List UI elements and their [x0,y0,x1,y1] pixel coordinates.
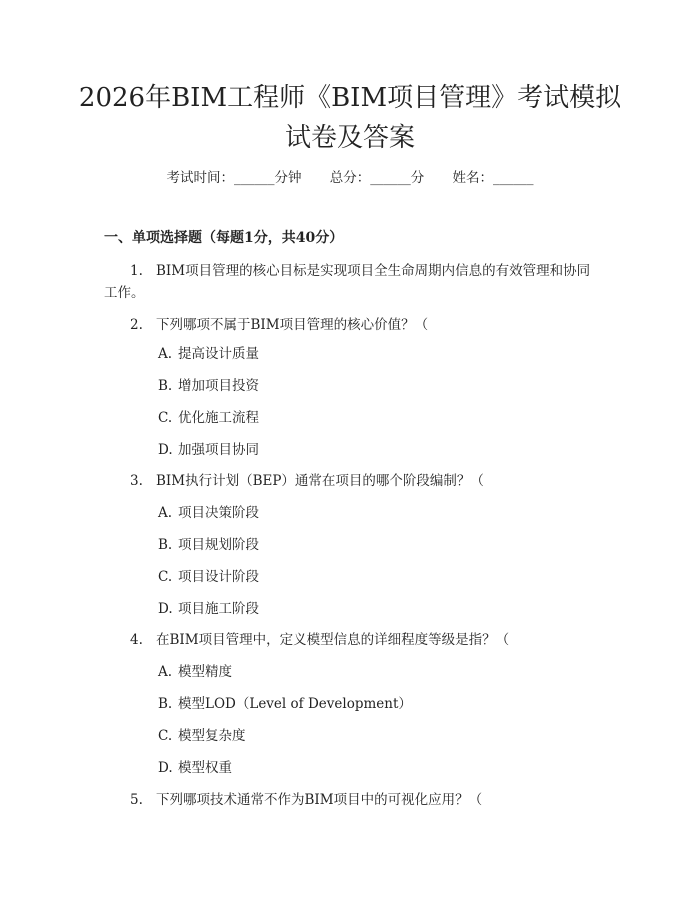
question-4 [104,629,596,651]
option-letter: A. [158,346,173,362]
option-3a [158,503,259,523]
question-5 [104,789,596,811]
question-number: 5. [130,792,143,808]
option-text: 项目决策阶段 [178,505,259,521]
option-letter: B. [158,378,173,394]
question-text: 在BIM项目管理中，定义模型信息的详细程度等级是指？（ [156,632,510,648]
document-title: 2026年BIM工程师《BIM项目管理》考试模拟试卷及答案 [78,83,622,153]
option-2c [158,408,259,428]
option-3d [158,599,259,619]
option-text: 项目规划阶段 [178,537,259,553]
option-letter: D. [158,442,173,458]
option-letter: B. [158,696,173,712]
option-4a [158,662,232,682]
question-3 [104,470,596,492]
option-text: 提高设计质量 [178,346,259,362]
option-letter: A. [158,664,173,680]
option-2d [158,440,259,460]
exam-info-line [0,168,700,188]
question-number: 2. [130,317,143,333]
question-number: 4. [130,632,143,648]
option-text: 加强项目协同 [178,442,259,458]
question-1 [104,260,596,304]
option-2a [158,344,259,364]
question-text: 下列哪项技术通常不作为BIM项目中的可视化应用？（ [156,792,483,808]
option-text: 项目施工阶段 [178,601,259,617]
option-4d [158,758,232,778]
question-number: 1. [130,263,143,279]
option-4c [158,726,246,746]
option-text: 优化施工流程 [178,410,259,426]
option-text: 增加项目投资 [178,378,259,394]
option-letter: C. [158,728,173,744]
option-text: 项目设计阶段 [178,569,259,585]
option-text: 模型权重 [178,760,232,776]
option-3b [158,535,259,555]
section-heading-single-choice: 一、单项选择题（每题1分，共40分） [104,230,344,246]
option-letter: C. [158,410,173,426]
student-name-field: 姓名：______ [452,170,534,186]
question-text: BIM执行计划（BEP）通常在项目的哪个阶段编制？（ [156,473,484,489]
total-score-field: 总分：______分 [329,170,425,186]
option-letter: D. [158,601,173,617]
option-text: 模型精度 [178,664,232,680]
option-3c [158,567,259,587]
question-2 [104,314,596,336]
option-letter: D. [158,760,173,776]
option-4b [158,694,412,714]
exam-time-field: 考试时间：______分钟 [166,170,302,186]
option-letter: B. [158,537,173,553]
option-letter: A. [158,505,173,521]
question-number: 3. [130,473,143,489]
option-text: 模型复杂度 [178,728,246,744]
option-2b [158,376,259,396]
option-text: 模型LOD（Level of Development） [178,696,412,712]
option-letter: C. [158,569,173,585]
question-text: BIM项目管理的核心目标是实现项目全生命周期内信息的有效管理和协同工作。 [104,263,591,301]
question-text: 下列哪项不属于BIM项目管理的核心价值？（ [156,317,429,333]
